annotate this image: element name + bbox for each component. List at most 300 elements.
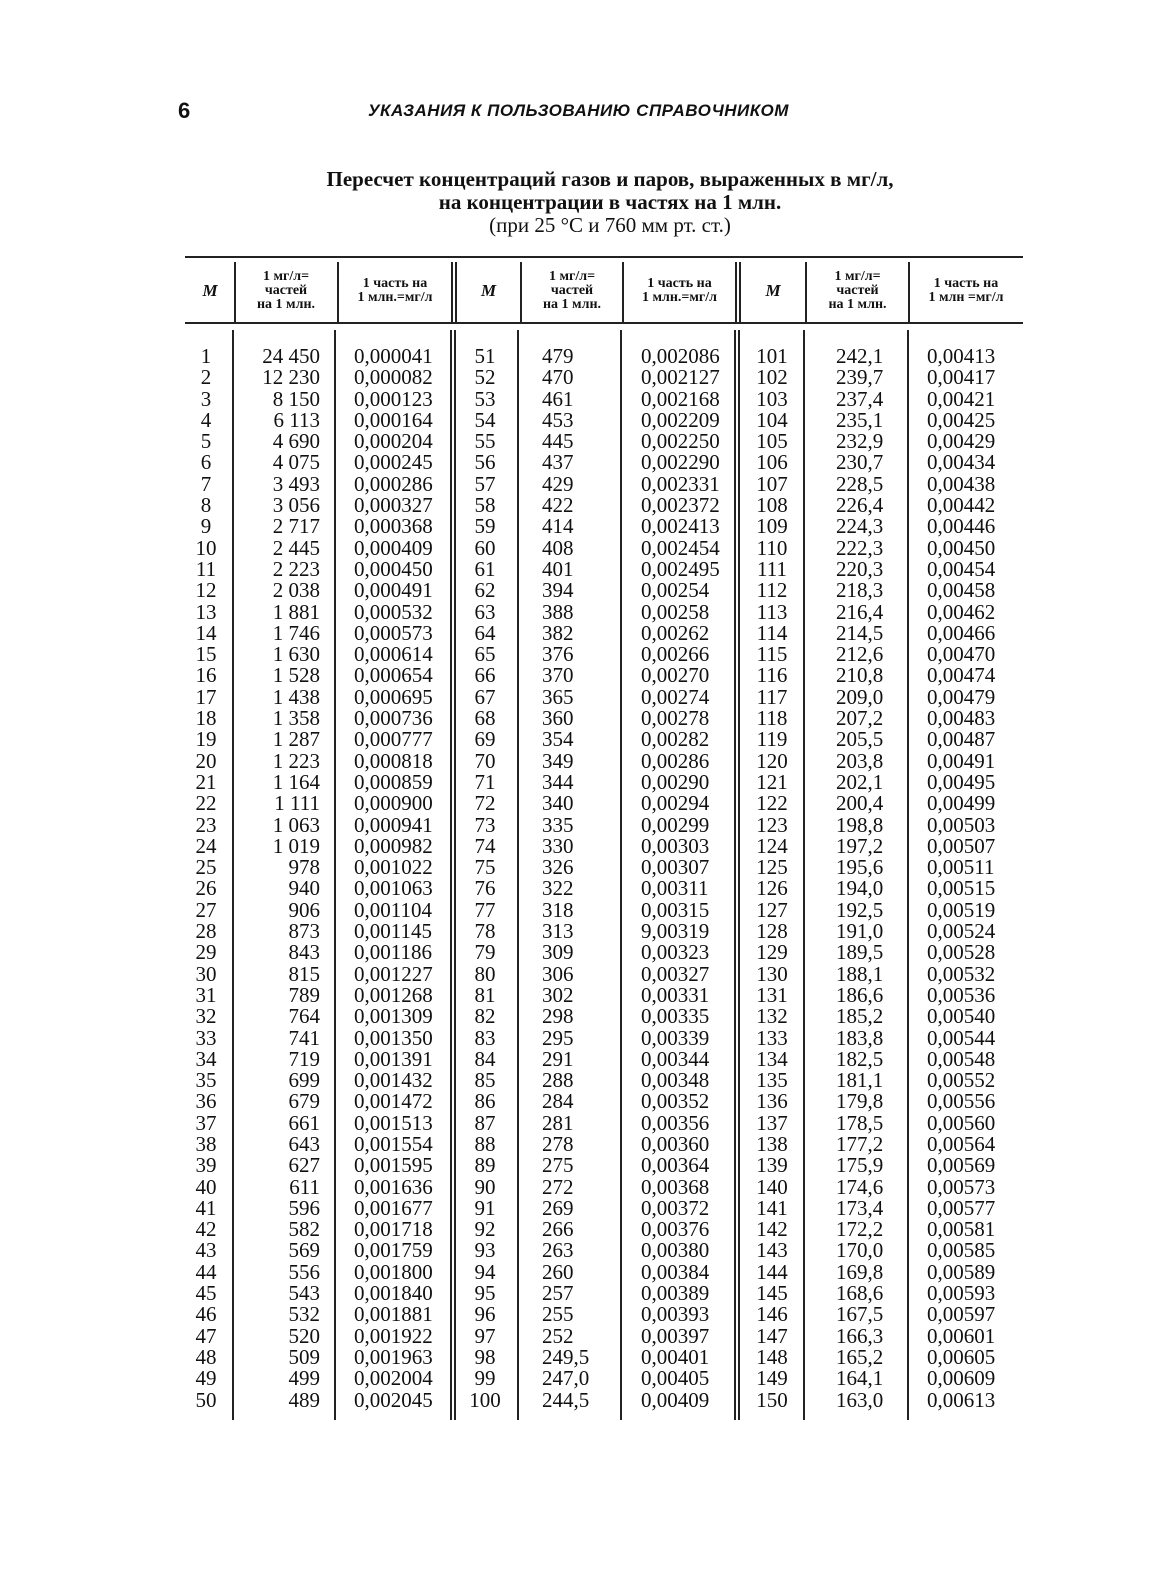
cell-ppm-3: 0,00470 (927, 642, 996, 667)
cell-ppm-1: 0,000859 (354, 769, 433, 794)
cell-ppm-3: 0,00601 (927, 1323, 996, 1348)
cell-m-1: 37 (195, 1110, 217, 1135)
cell-ppm-3: 0,00483 (927, 706, 996, 731)
cell-mg-3: 168,6 (836, 1281, 884, 1306)
cell-m-1: 47 (195, 1323, 217, 1348)
cell-mg-1: 2 038 (272, 578, 320, 603)
cell-ppm-3: 0,00593 (927, 1281, 996, 1306)
cell-ppm-2: 0,002331 (641, 471, 720, 496)
cell-mg-1: 741 (288, 1025, 320, 1050)
cell-mg-1: 906 (288, 897, 320, 922)
cell-mg-1: 543 (288, 1281, 320, 1306)
cell-mg-1: 596 (288, 1195, 320, 1220)
cell-mg-3: 188,1 (836, 961, 884, 986)
cell-mg-3: 224,3 (836, 514, 884, 539)
cell-ppm-2: 0,00282 (641, 727, 710, 752)
header-ppm-1: 1 часть на 1 млн.=мг/л (357, 276, 433, 305)
cell-m-2: 79 (474, 940, 496, 965)
cell-m-3: 115 (756, 642, 788, 667)
cell-mg-2: 252 (542, 1323, 574, 1348)
cell-ppm-1: 0,001881 (354, 1302, 433, 1327)
cell-mg-2: 302 (542, 982, 574, 1007)
cell-mg-2: 278 (542, 1131, 574, 1156)
cell-mg-3: 198,8 (836, 812, 884, 837)
column-divider (334, 330, 336, 1420)
cell-ppm-2: 0,00290 (641, 769, 710, 794)
cell-ppm-3: 0,00462 (927, 599, 996, 624)
cell-mg-2: 284 (542, 1089, 574, 1114)
cell-ppm-2: 0,00278 (641, 706, 710, 731)
cell-mg-1: 582 (288, 1217, 320, 1242)
cell-ppm-3: 0,00573 (927, 1174, 996, 1199)
cell-ppm-2: 0,00335 (641, 1004, 710, 1029)
cell-m-2: 51 (474, 344, 496, 368)
cell-ppm-3: 0,00519 (927, 897, 996, 922)
cell-m-2: 88 (474, 1131, 496, 1156)
cell-ppm-2: 0,00397 (641, 1323, 710, 1348)
cell-m-1: 41 (195, 1195, 217, 1220)
cell-mg-1: 8 150 (272, 386, 320, 411)
cell-mg-3: 194,0 (836, 876, 884, 901)
cell-ppm-3: 0,00425 (927, 407, 996, 432)
cell-m-3: 108 (756, 493, 788, 518)
cell-ppm-3: 0,00585 (927, 1238, 996, 1263)
cell-m-1: 6 (200, 450, 212, 475)
cell-m-3: 145 (756, 1281, 788, 1306)
cell-ppm-2: 0,002413 (641, 514, 720, 539)
cell-ppm-1: 0,000941 (354, 812, 433, 837)
cell-ppm-1: 0,001922 (354, 1323, 433, 1348)
cell-m-1: 3 (200, 386, 212, 411)
cell-m-1: 23 (195, 812, 217, 837)
cell-m-2: 61 (474, 556, 496, 581)
cell-ppm-3: 0,00458 (927, 578, 996, 603)
cell-m-2: 76 (474, 876, 496, 901)
column-m-2 (460, 346, 510, 1411)
cell-m-1: 10 (195, 535, 217, 560)
cell-mg-2: 408 (542, 535, 574, 560)
cell-ppm-3: 0,00450 (927, 535, 996, 560)
cell-m-3: 117 (756, 684, 788, 709)
cell-m-2: 67 (474, 684, 496, 709)
cell-mg-2: 269 (542, 1195, 574, 1220)
cell-mg-3: 177,2 (836, 1131, 884, 1156)
cell-mg-2: 422 (542, 493, 574, 518)
cell-m-2: 53 (474, 386, 496, 411)
cell-ppm-2: 0,00294 (641, 791, 710, 816)
cell-m-1: 1 (200, 344, 212, 368)
cell-mg-2: 281 (542, 1110, 574, 1135)
cell-m-3: 121 (756, 769, 788, 794)
cell-ppm-1: 0,000818 (354, 748, 433, 773)
cell-mg-3: 164,1 (836, 1366, 884, 1391)
cell-mg-1: 520 (288, 1323, 320, 1348)
header-mg-per-l-2: 1 мг/л= частей на 1 млн. (542, 269, 602, 312)
cell-m-1: 50 (195, 1387, 217, 1412)
cell-mg-1: 1 019 (272, 833, 320, 858)
column-divider (620, 330, 622, 1420)
cell-m-3: 112 (756, 578, 788, 603)
cell-mg-1: 24 450 (262, 344, 320, 368)
cell-ppm-3: 0,00491 (927, 748, 996, 773)
cell-ppm-3: 0,00434 (927, 450, 996, 475)
cell-mg-3: 205,5 (836, 727, 884, 752)
cell-ppm-3: 0,00499 (927, 791, 996, 816)
cell-mg-2: 272 (542, 1174, 574, 1199)
cell-m-2: 86 (474, 1089, 496, 1114)
cell-mg-2: 354 (542, 727, 574, 752)
cell-mg-1: 4 690 (272, 429, 320, 454)
cell-ppm-3: 0,00442 (927, 493, 996, 518)
cell-ppm-2: 0,00307 (641, 855, 710, 880)
cell-ppm-2: 0,00270 (641, 663, 710, 688)
cell-m-3: 111 (757, 556, 787, 581)
cell-mg-1: 3 493 (272, 471, 320, 496)
column-ppm-1 (354, 346, 448, 1411)
cell-ppm-1: 0,001800 (354, 1259, 433, 1284)
cell-m-1: 29 (195, 940, 217, 965)
cell-ppm-2: 0,00339 (641, 1025, 710, 1050)
cell-ppm-3: 0,00454 (927, 556, 996, 581)
cell-m-3: 107 (756, 471, 788, 496)
cell-mg-1: 679 (288, 1089, 320, 1114)
cell-m-3: 150 (756, 1387, 788, 1412)
cell-ppm-1: 0,000736 (354, 706, 433, 731)
cell-mg-1: 611 (289, 1174, 320, 1199)
cell-mg-1: 1 223 (272, 748, 320, 773)
cell-mg-1: 2 717 (272, 514, 320, 539)
cell-mg-3: 189,5 (836, 940, 884, 965)
cell-m-1: 12 (195, 578, 217, 603)
cell-ppm-2: 0,00393 (641, 1302, 710, 1327)
cell-ppm-3: 0,00569 (927, 1153, 996, 1178)
cell-m-1: 19 (195, 727, 217, 752)
table-caption (260, 168, 960, 237)
cell-mg-2: 322 (542, 876, 574, 901)
cell-m-2: 80 (474, 961, 496, 986)
cell-m-3: 126 (756, 876, 788, 901)
cell-mg-1: 1 746 (272, 620, 320, 645)
cell-m-2: 66 (474, 663, 496, 688)
cell-mg-3: 202,1 (836, 769, 884, 794)
cell-mg-2: 266 (542, 1217, 574, 1242)
cell-mg-3: 230,7 (836, 450, 884, 475)
cell-ppm-1: 0,002045 (354, 1387, 433, 1412)
cell-ppm-2: 0,00352 (641, 1089, 710, 1114)
cell-m-2: 56 (474, 450, 496, 475)
cell-m-3: 132 (756, 1004, 788, 1029)
cell-ppm-3: 0,00540 (927, 1004, 996, 1029)
cell-ppm-3: 0,00560 (927, 1110, 996, 1135)
cell-ppm-2: 0,00364 (641, 1153, 710, 1178)
cell-ppm-1: 0,000450 (354, 556, 433, 581)
cell-ppm-1: 0,000491 (354, 578, 433, 603)
cell-m-3: 141 (756, 1195, 788, 1220)
cell-mg-3: 218,3 (836, 578, 884, 603)
cell-mg-3: 216,4 (836, 599, 884, 624)
column-divider (738, 330, 740, 1420)
cell-m-1: 45 (195, 1281, 217, 1306)
cell-m-3: 143 (756, 1238, 788, 1263)
caption-line-2: на концентрации в частях на 1 млн. (438, 190, 782, 214)
cell-mg-2: 263 (542, 1238, 574, 1263)
cell-mg-3: 214,5 (836, 620, 884, 645)
cell-m-1: 46 (195, 1302, 217, 1327)
cell-m-2: 95 (474, 1281, 496, 1306)
cell-ppm-1: 0,001432 (354, 1068, 433, 1093)
cell-ppm-3: 0,00597 (927, 1302, 996, 1327)
cell-ppm-2: 0,002290 (641, 450, 720, 475)
cell-ppm-1: 0,000654 (354, 663, 433, 688)
cell-m-1: 40 (195, 1174, 217, 1199)
cell-ppm-3: 0,00605 (927, 1344, 996, 1369)
cell-m-2: 78 (474, 919, 496, 944)
cell-m-1: 42 (195, 1217, 217, 1242)
cell-mg-1: 1 438 (272, 684, 320, 709)
cell-ppm-3: 0,00552 (927, 1068, 996, 1093)
cell-m-1: 17 (195, 684, 217, 709)
cell-m-1: 2 (200, 365, 212, 390)
table-header-rule (185, 322, 1023, 324)
cell-mg-2: 298 (542, 1004, 574, 1029)
cell-m-1: 32 (195, 1004, 217, 1029)
cell-m-2: 64 (474, 620, 496, 645)
cell-ppm-3: 0,00417 (927, 365, 996, 390)
cell-m-1: 36 (195, 1089, 217, 1114)
cell-mg-2: 437 (542, 450, 574, 475)
cell-mg-3: 167,5 (836, 1302, 884, 1327)
page-number: 6 (178, 98, 191, 123)
cell-m-2: 82 (474, 1004, 496, 1029)
cell-mg-1: 2 223 (272, 556, 320, 581)
cell-ppm-3: 0,00495 (927, 769, 996, 794)
cell-mg-2: 401 (542, 556, 574, 581)
cell-ppm-2: 0,00360 (641, 1131, 710, 1156)
cell-m-3: 139 (756, 1153, 788, 1178)
cell-mg-2: 453 (542, 407, 574, 432)
cell-ppm-3: 0,00421 (927, 386, 996, 411)
cell-mg-2: 288 (542, 1068, 574, 1093)
cell-ppm-1: 0,000532 (354, 599, 433, 624)
cell-ppm-2: 0,00368 (641, 1174, 710, 1199)
cell-ppm-1: 0,000082 (354, 365, 433, 390)
cell-ppm-2: 0,00331 (641, 982, 710, 1007)
cell-mg-2: 470 (542, 365, 574, 390)
cell-m-1: 5 (200, 429, 212, 454)
cell-ppm-3: 0,00609 (927, 1366, 996, 1391)
column-mg-2 (542, 346, 612, 1411)
cell-mg-2: 335 (542, 812, 574, 837)
cell-mg-2: 257 (542, 1281, 574, 1306)
cell-ppm-3: 0,00446 (927, 514, 996, 539)
cell-m-2: 94 (474, 1259, 496, 1284)
cell-ppm-1: 0,000368 (354, 514, 433, 539)
cell-m-2: 89 (474, 1153, 496, 1178)
cell-m-3: 133 (756, 1025, 788, 1050)
cell-ppm-3: 0,00581 (927, 1217, 996, 1242)
header-ppm-3: 1 часть на 1 млн =мг/л (928, 276, 1004, 305)
cell-m-1: 14 (195, 620, 217, 645)
cell-mg-3: 195,6 (836, 855, 884, 880)
cell-m-2: 72 (474, 791, 496, 816)
cell-mg-3: 192,5 (836, 897, 884, 922)
cell-m-3: 128 (756, 919, 788, 944)
cell-ppm-2: 0,00327 (641, 961, 710, 986)
cell-mg-2: 360 (542, 706, 574, 731)
cell-ppm-1: 0,001022 (354, 855, 433, 880)
cell-mg-2: 255 (542, 1302, 574, 1327)
cell-mg-2: 394 (542, 578, 574, 603)
cell-m-1: 43 (195, 1238, 217, 1263)
cell-mg-2: 376 (542, 642, 574, 667)
cell-mg-2: 414 (542, 514, 574, 539)
cell-mg-2: 291 (542, 1046, 574, 1071)
cell-mg-1: 873 (288, 919, 320, 944)
cell-mg-3: 174,6 (836, 1174, 884, 1199)
cell-m-3: 123 (756, 812, 788, 837)
cell-ppm-1: 0,001309 (354, 1004, 433, 1029)
header-m-2: М (480, 281, 497, 300)
cell-m-3: 101 (756, 344, 788, 368)
cell-m-3: 127 (756, 897, 788, 922)
cell-ppm-2: 0,00274 (641, 684, 710, 709)
cell-m-1: 15 (195, 642, 217, 667)
cell-mg-2: 370 (542, 663, 574, 688)
cell-m-1: 21 (195, 769, 217, 794)
cell-m-2: 58 (474, 493, 496, 518)
cell-mg-2: 260 (542, 1259, 574, 1284)
cell-ppm-2: 0,00254 (641, 578, 710, 603)
cell-m-3: 125 (756, 855, 788, 880)
cell-m-1: 20 (195, 748, 217, 773)
cell-ppm-2: 0,00286 (641, 748, 710, 773)
column-divider (450, 330, 452, 1420)
cell-mg-2: 309 (542, 940, 574, 965)
column-m-1 (186, 346, 226, 1411)
cell-ppm-1: 0,000573 (354, 620, 433, 645)
cell-m-2: 68 (474, 706, 496, 731)
cell-m-1: 28 (195, 919, 217, 944)
column-divider (803, 330, 805, 1420)
cell-mg-3: 175,9 (836, 1153, 884, 1178)
cell-ppm-2: 0,002250 (641, 429, 720, 454)
cell-mg-3: 179,8 (836, 1089, 884, 1114)
header-m-3: М (765, 281, 781, 300)
cell-m-1: 38 (195, 1131, 217, 1156)
cell-ppm-1: 0,000900 (354, 791, 433, 816)
cell-m-2: 60 (474, 535, 496, 560)
cell-mg-1: 1 063 (272, 812, 320, 837)
cell-ppm-2: 9,00319 (641, 919, 710, 944)
cell-m-2: 97 (474, 1323, 496, 1348)
cell-mg-3: 172,2 (836, 1217, 884, 1242)
cell-m-3: 148 (756, 1344, 788, 1369)
cell-m-3: 136 (756, 1089, 788, 1114)
cell-mg-1: 719 (288, 1046, 320, 1071)
cell-ppm-3: 0,00487 (927, 727, 996, 752)
cell-m-1: 11 (195, 556, 217, 581)
cell-m-1: 16 (195, 663, 217, 688)
cell-m-2: 74 (474, 833, 496, 858)
cell-m-3: 110 (756, 535, 788, 560)
cell-mg-1: 3 056 (272, 493, 320, 518)
cell-m-2: 90 (474, 1174, 496, 1199)
cell-mg-1: 6 113 (273, 407, 320, 432)
cell-ppm-2: 0,002372 (641, 493, 720, 518)
cell-m-1: 48 (195, 1344, 217, 1369)
cell-mg-1: 699 (288, 1068, 320, 1093)
cell-mg-2: 340 (542, 791, 574, 816)
cell-ppm-3: 0,00577 (927, 1195, 996, 1220)
cell-m-1: 35 (195, 1068, 217, 1093)
cell-m-2: 84 (474, 1046, 496, 1071)
cell-mg-2: 429 (542, 471, 574, 496)
cell-m-3: 106 (756, 450, 788, 475)
column-m-3 (744, 346, 800, 1411)
cell-mg-1: 815 (288, 961, 320, 986)
cell-m-3: 104 (756, 407, 788, 432)
cell-mg-3: 203,8 (836, 748, 884, 773)
cell-mg-1: 843 (288, 940, 320, 965)
cell-m-1: 26 (195, 876, 217, 901)
cell-ppm-3: 0,00524 (927, 919, 996, 944)
cell-ppm-2: 0,002127 (641, 365, 720, 390)
cell-ppm-2: 0,00258 (641, 599, 710, 624)
cell-mg-3: 226,4 (836, 493, 884, 518)
column-divider (734, 330, 736, 1420)
cell-m-3: 122 (756, 791, 788, 816)
cell-mg-1: 1 358 (272, 706, 320, 731)
cell-m-2: 83 (474, 1025, 496, 1050)
cell-ppm-3: 0,00515 (927, 876, 996, 901)
table-top-rule (185, 256, 1023, 258)
cell-mg-1: 1 111 (274, 791, 320, 816)
cell-ppm-3: 0,00503 (927, 812, 996, 837)
cell-mg-2: 295 (542, 1025, 574, 1050)
cell-ppm-1: 0,001227 (354, 961, 433, 986)
cell-m-2: 100 (469, 1387, 501, 1412)
cell-mg-3: 186,6 (836, 982, 884, 1007)
cell-m-2: 77 (474, 897, 496, 922)
cell-ppm-1: 0,001677 (354, 1195, 433, 1220)
cell-mg-1: 789 (288, 982, 320, 1007)
cell-mg-1: 627 (288, 1153, 320, 1178)
cell-m-1: 18 (195, 706, 217, 731)
cell-ppm-1: 0,001840 (354, 1281, 433, 1306)
cell-ppm-1: 0,001513 (354, 1110, 433, 1135)
cell-ppm-2: 0,00401 (641, 1344, 710, 1369)
cell-m-3: 129 (756, 940, 788, 965)
cell-m-1: 9 (200, 514, 212, 539)
cell-m-3: 113 (756, 599, 788, 624)
cell-m-2: 98 (474, 1344, 496, 1369)
cell-mg-1: 978 (288, 855, 320, 880)
cell-m-1: 30 (195, 961, 217, 986)
cell-mg-3: 242,1 (836, 344, 884, 368)
cell-ppm-3: 0,00564 (927, 1131, 996, 1156)
cell-mg-3: 191,0 (836, 919, 884, 944)
cell-m-1: 44 (195, 1259, 217, 1284)
cell-m-2: 62 (474, 578, 496, 603)
cell-mg-3: 166,3 (836, 1323, 884, 1348)
cell-ppm-2: 0,00372 (641, 1195, 710, 1220)
cell-mg-1: 1 287 (272, 727, 320, 752)
cell-ppm-1: 0,000123 (354, 386, 433, 411)
cell-m-1: 24 (195, 833, 217, 858)
cell-ppm-1: 0,001718 (354, 1217, 433, 1242)
cell-m-3: 137 (756, 1110, 788, 1135)
cell-ppm-1: 0,001595 (354, 1153, 433, 1178)
